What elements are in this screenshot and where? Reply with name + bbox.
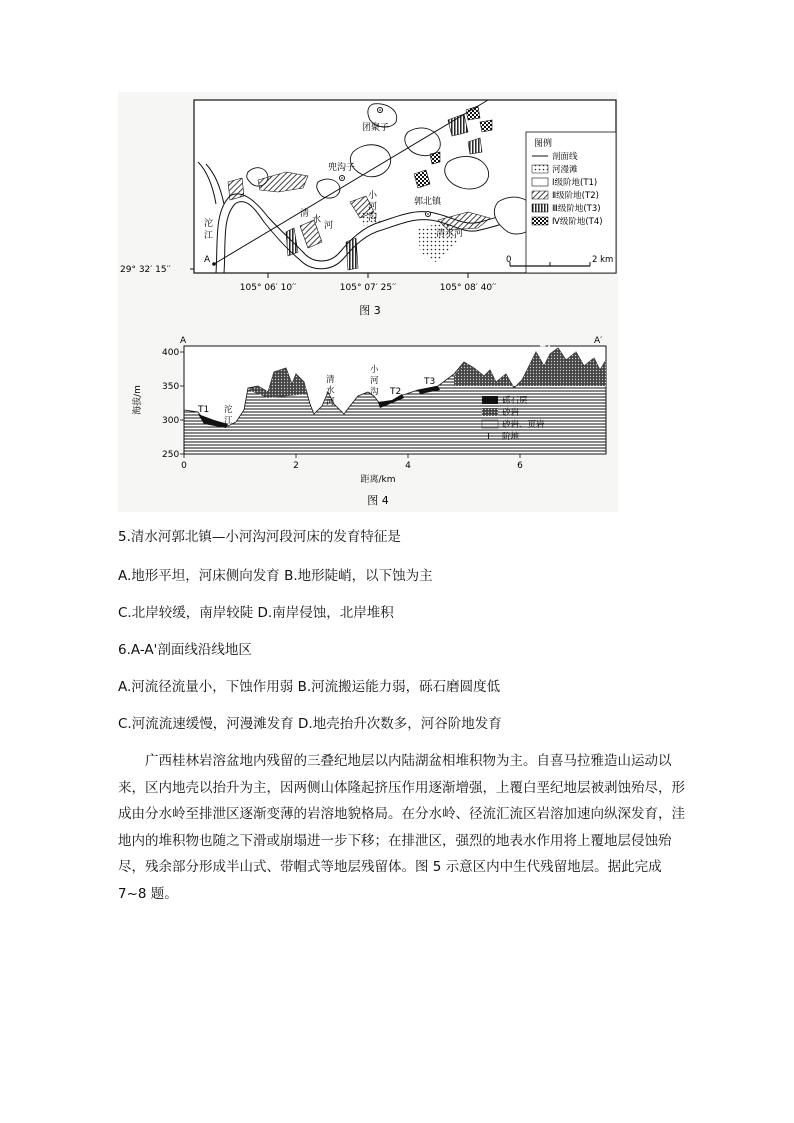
xtick-6: 6 [517,461,523,471]
question-5-options-ab: A.地形平坦，河床侧向发育 B.地形陡峭，以下蚀为主 [118,568,433,584]
profile-qingshuihe-1: 清 [326,375,335,385]
legend-item-4: Ⅲ级阶地(T3) [552,204,601,214]
question-5-stem: 5.清水河郭北镇—小河沟河段河床的发育特征是 [118,529,401,545]
y-axis-label: 海拔/m [133,385,143,415]
corner-a: A [180,336,187,346]
ytick-400: 400 [162,348,180,358]
legend-item-1: 河漫滩 [552,165,578,175]
scale-end: 2 km [592,255,614,265]
profile-legend-0: 砾石层 [502,396,528,406]
label-tuojiang-2: 江 [204,231,214,241]
label-qingshuihe-2: 水 [312,215,322,225]
x-axis-label: 距离/km [360,475,396,485]
label-tuojiang-1: 沱 [204,219,214,229]
profile-legend-t: T [486,432,492,442]
ytick-350: 350 [162,382,180,392]
figure3-caption: 图 3 [359,304,381,317]
ytick-250: 250 [162,450,180,460]
figure4-caption: 图 4 [367,494,389,507]
lon-label-3: 105° 08′ 40′′ [439,283,497,293]
label-t1: T1 [198,405,210,415]
xtick-0: 0 [181,461,187,471]
question-6-stem: 6.A-A'剖面线沿线地区 [118,642,252,658]
label-qingshuihe-3: 河 [324,221,334,231]
ytick-300: 300 [162,416,180,426]
profile-xiaohegou-1: 小 [370,365,379,375]
figure3-map [118,92,618,322]
xtick-4: 4 [405,461,411,471]
profile-tuojiang-2: 江 [224,416,233,426]
corner-a-prime: A′ [594,336,603,346]
profile-legend-1: 砂岩 [502,408,520,418]
scale-zero: 0 [506,255,512,265]
label-dangouzi: 兜沟子 [328,163,356,173]
label-qingshuihe-1: 清 [300,209,310,219]
label-point-a: A [204,255,211,265]
legend-item-2: Ⅰ级阶地(T1) [552,178,598,188]
profile-qingshuihe-3: 河 [326,397,335,407]
lon-label-2: 105° 07′ 25′′ [339,283,397,293]
question-5-options-cd: C.北岸较缓，南岸较陡 D.南岸侵蚀，北岸堆积 [118,605,394,621]
profile-qingshuihe-2: 水 [326,386,335,396]
question-6-options-ab: A.河流径流量小，下蚀作用弱 B.河流搬运能力弱，砾石磨圆度低 [118,679,501,695]
label-xiaohegou-2: 河 [368,202,378,212]
label-t3: T3 [424,377,436,387]
profile-tuojiang-1: 沱 [224,405,233,415]
profile-xiaohegou-2: 河 [370,376,379,386]
label-qingshuihe-right: 清水河 [436,229,464,239]
legend-title: 图例 [534,139,553,149]
profile-xiaohegou-3: 沟 [370,387,379,397]
question-6-options-cd: C.河流流速缓慢，河漫滩发育 D.地壳抬升次数多，河谷阶地发育 [118,716,502,732]
reading-passage: 广西桂林岩溶盆地内残留的三叠纪地层以内陆湖盆相堆积物为主。自喜马拉雅造山运动以来，区内地壳以抬升为主，因两侧山体隆起挤压作用逐渐增强，上覆白垩纪地层被剥蚀殆尽，形成由分水岭至排泄区逐渐变薄的岩溶地貌格局。在分水岭、径流汇流区岩溶加速向纵深发育，洼地内的堆积物也随之下滑或崩塌进一步下移；在排泄区，强烈的地表水作用将上覆地层侵蚀殆尽，残余部分形成半山式、带帽式等地层残留体。图 5 示意区内中生代残留地层。据此完成 7~8 题。 [118,753,685,902]
label-xiaohegou-3: 沟 [368,213,378,223]
xtick-2: 2 [293,461,299,471]
lon-label-1: 105° 06′ 10′′ [239,283,297,293]
legend-item-0: 剖面线 [552,152,578,162]
label-tuanzuzi: 团聚子 [362,123,390,133]
label-t4: T4 [540,345,552,355]
legend-item-3: Ⅱ级阶地(T2) [552,191,599,201]
lat-label: 29° 32′ 15′′ [120,265,171,275]
label-t2: T2 [390,387,402,397]
label-xiaohegou-1: 小 [368,191,378,201]
figure4-profile [118,330,618,510]
profile-legend-2: 砂岩、页岩 [502,420,545,430]
profile-legend-3: 阶地 [502,432,520,442]
legend-item-5: Ⅳ级阶地(T4) [552,217,603,227]
label-guobeizhen: 郭北镇 [414,197,442,207]
